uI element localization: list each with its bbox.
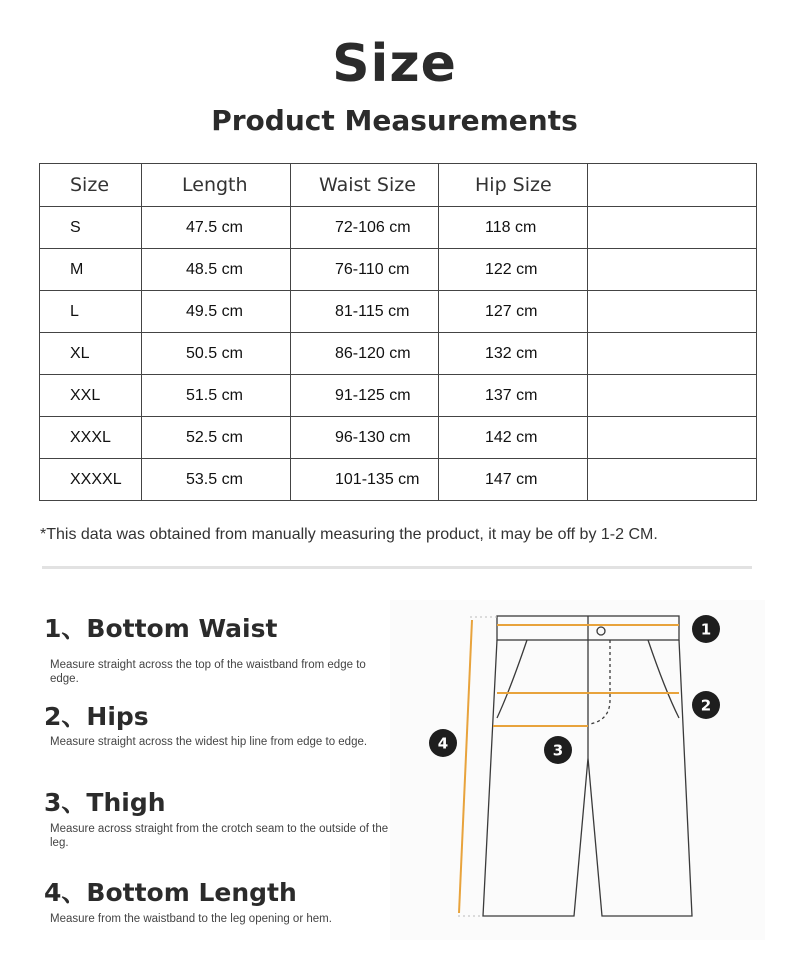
table-cell: XXXL <box>40 417 142 459</box>
step-title-thigh: 3、Thigh <box>44 788 166 817</box>
table-cell: 101-135 cm <box>291 459 439 501</box>
table-cell: 142 cm <box>439 417 588 459</box>
page-subtitle: Product Measurements <box>211 104 578 137</box>
diagram-background <box>390 600 765 940</box>
table-cell: 53.5 cm <box>142 459 291 501</box>
table-cell: 81-115 cm <box>291 291 439 333</box>
table-cell: M <box>40 249 142 291</box>
table-cell: 118 cm <box>439 207 588 249</box>
table-cell: 147 cm <box>439 459 588 501</box>
table-cell: L <box>40 291 142 333</box>
page-title: Size <box>332 34 457 94</box>
table-cell: XXL <box>40 375 142 417</box>
table-cell: XL <box>40 333 142 375</box>
badge-2-icon <box>692 691 720 719</box>
table-cell: 76-110 cm <box>291 249 439 291</box>
table-cell: 51.5 cm <box>142 375 291 417</box>
badge-label: 2 <box>700 696 712 715</box>
step-desc-bottom-waist: Measure straight across the top of the waistband from edge to edge. <box>50 659 366 685</box>
badge-label: 4 <box>437 734 449 753</box>
table-cell: 137 cm <box>439 375 588 417</box>
table-cell: 50.5 cm <box>142 333 291 375</box>
badge-4-icon <box>429 729 457 757</box>
badge-label: 1 <box>700 620 712 639</box>
step-title-hips: 2、Hips <box>44 702 149 731</box>
step-desc-hips: Measure straight across the widest hip line from edge to edge. <box>50 736 368 748</box>
badge-3-icon <box>544 736 572 764</box>
step-title-bottom-length: 4、Bottom Length <box>44 878 297 907</box>
table-cell: 96-130 cm <box>291 417 439 459</box>
badge-1-icon <box>692 615 720 643</box>
column-header: Waist Size <box>291 164 439 207</box>
table-cell: 91-125 cm <box>291 375 439 417</box>
step-title-bottom-waist: 1、Bottom Waist <box>44 614 278 643</box>
table-cell: 47.5 cm <box>142 207 291 249</box>
badge-label: 3 <box>552 741 564 760</box>
column-header: Hip Size <box>439 164 588 207</box>
column-header: Size <box>40 164 142 207</box>
measurement-note: *This data was obtained from manually measuring the product, it may be off by 1-2 CM. <box>40 526 658 543</box>
table-cell: 127 cm <box>439 291 588 333</box>
table-cell: 52.5 cm <box>142 417 291 459</box>
step-desc-bottom-length: Measure from the waistband to the leg opening or hem. <box>50 913 332 925</box>
table-cell: 122 cm <box>439 249 588 291</box>
table-cell: S <box>40 207 142 249</box>
step-desc-thigh: Measure across straight from the crotch seam to the outside of the leg. <box>50 823 389 849</box>
table-cell: 48.5 cm <box>142 249 291 291</box>
table-cell: XXXXL <box>40 459 142 501</box>
table-cell: 132 cm <box>439 333 588 375</box>
table-cell: 86-120 cm <box>291 333 439 375</box>
column-header: Length <box>142 164 291 207</box>
table-cell: 72-106 cm <box>291 207 439 249</box>
table-cell: 49.5 cm <box>142 291 291 333</box>
